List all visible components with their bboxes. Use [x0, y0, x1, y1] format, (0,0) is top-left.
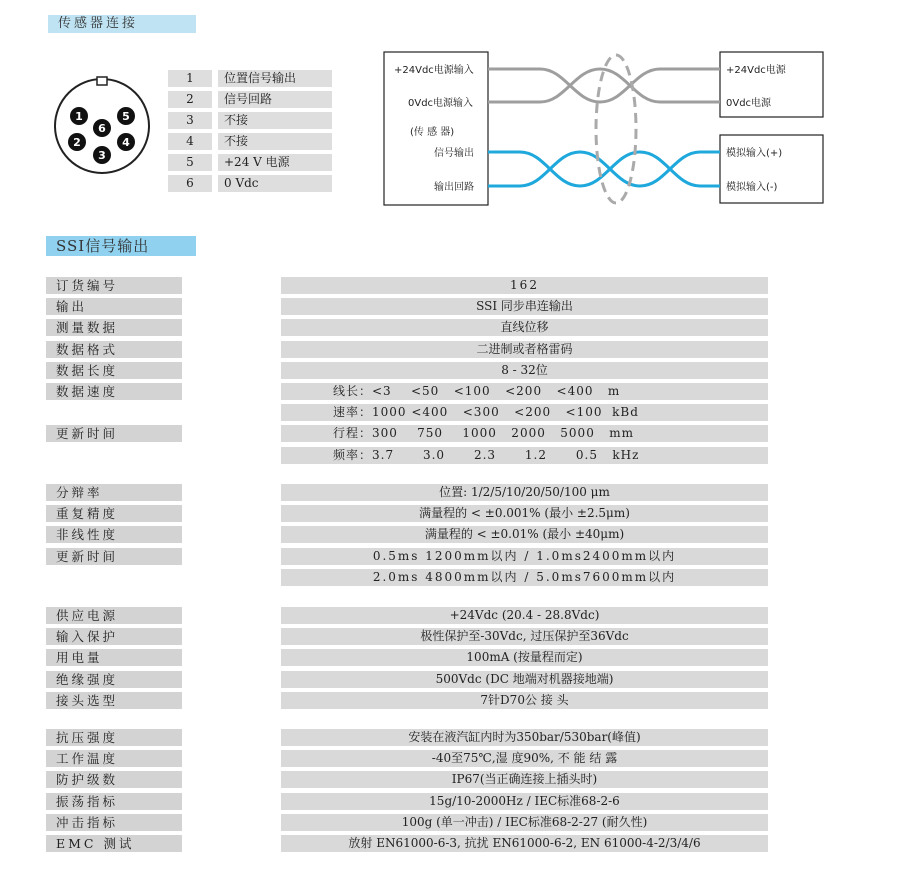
- spec-row-length: [46, 360, 768, 381]
- spec-value: 2.0ms 4800mm以内 / 5.0ms7600mm以内: [281, 569, 768, 586]
- spec-table-2: [46, 482, 768, 588]
- pin-number: 3: [168, 112, 212, 129]
- spec-value: SSI 同步串连输出: [281, 298, 768, 315]
- spec-label: 工作温度: [46, 750, 182, 767]
- pin-description: 不接: [218, 112, 332, 129]
- spec-label: 绝缘强度: [46, 671, 182, 688]
- wiring-diagram: [380, 40, 830, 210]
- label-sensor: (传 感 器): [410, 127, 455, 138]
- spec-label: 数据速度: [46, 383, 182, 400]
- spec-label: EMC 测试: [46, 835, 182, 852]
- spec-row-protection: [46, 769, 768, 790]
- pin-description: 0 Vdc: [218, 175, 332, 192]
- pin-number: 2: [168, 91, 212, 108]
- spec-table-1: [46, 275, 768, 466]
- spec-label: 重复精度: [46, 505, 182, 522]
- spec-row-speed: [46, 381, 768, 402]
- spec-row-insulation: [46, 669, 768, 690]
- spec-value-line-length: 线长：<3 <50 <100 <200 <400 m: [281, 383, 768, 400]
- spec-row-update2-b: [46, 567, 768, 588]
- spec-value: 安装在液汽缸内时为350bar/530bar(峰值): [281, 729, 768, 746]
- spec-value: 二进制或者格雷码: [281, 341, 768, 358]
- label-analog-minus: 模拟输入(-): [726, 182, 778, 193]
- spec-row-emc: [46, 833, 768, 854]
- pin-1-label: 1: [75, 110, 83, 123]
- spec-label: 冲击指标: [46, 814, 182, 831]
- spec-value: 极性保护至-30Vdc, 过压保护至36Vdc: [281, 628, 768, 645]
- label-signal-output: 信号输出: [434, 148, 474, 159]
- label-0v-supply: 0Vdc电源: [726, 98, 772, 109]
- spec-value: 满量程的 < ±0.001% (最小 ±2.5μm): [281, 505, 768, 522]
- spec-value: 满量程的 < ±0.01% (最小 ±40μm): [281, 526, 768, 543]
- spec-label: 用电量: [46, 649, 182, 666]
- spec-value: 8 - 32位: [281, 362, 768, 379]
- spec-value: 162: [281, 277, 768, 294]
- spec-label: 抗压强度: [46, 729, 182, 746]
- pin-number: 4: [168, 133, 212, 150]
- label-analog-plus: 模拟输入(+): [726, 148, 783, 159]
- spec-value: 7针D70公 接 头: [281, 692, 768, 709]
- spec-row-speed-rate: [46, 402, 768, 423]
- spec-row-repeat: [46, 503, 768, 524]
- spec-label: 订货编号: [46, 277, 182, 294]
- pin-4-label: 4: [122, 136, 130, 149]
- spec-row-resolution: [46, 482, 768, 503]
- spec-table-4: [46, 727, 768, 854]
- spec-row-order-no: [46, 275, 768, 296]
- spec-value: 500Vdc (DC 地端对机器接地端): [281, 671, 768, 688]
- pin-5-label: 5: [122, 110, 130, 123]
- label-24v-supply: +24Vdc电源: [726, 65, 786, 76]
- spec-row-pressure: [46, 727, 768, 748]
- pin-2-label: 2: [73, 136, 81, 149]
- cable-shield-ellipse: [596, 55, 636, 203]
- spec-label: 数据格式: [46, 341, 182, 358]
- spec-value-frequency: 频率：3.7 3.0 2.3 1.2 0.5 kHz: [281, 447, 768, 464]
- spec-label: 非线性度: [46, 526, 182, 543]
- pin-description: 位置信号输出: [218, 70, 332, 87]
- spec-label: 输出: [46, 298, 182, 315]
- spec-label: 测量数据: [46, 319, 182, 336]
- spec-value: 0.5ms 1200mm以内 / 1.0ms2400mm以内: [281, 548, 768, 565]
- spec-table-3: [46, 605, 768, 711]
- spec-row-update2: [46, 546, 768, 567]
- spec-row-connector-type: [46, 690, 768, 711]
- spec-row-vibration: [46, 791, 768, 812]
- spec-value: 15g/10-2000Hz / IEC标准68-2-6: [281, 793, 768, 810]
- spec-row-input-protection: [46, 626, 768, 647]
- section-title-ssi-output: SSI信号输出: [46, 236, 196, 256]
- spec-label: 供应电源: [46, 607, 182, 624]
- spec-value: 位置: 1/2/5/10/20/50/100 μm: [281, 484, 768, 501]
- signal-wire-pair: [488, 152, 720, 186]
- connector-diagram: [52, 76, 152, 176]
- spec-label: 更新时间: [46, 548, 182, 565]
- spec-value-stroke: 行程：300 750 1000 2000 5000 mm: [281, 425, 768, 442]
- spec-row-nonlinear: [46, 524, 768, 545]
- spec-row-output: [46, 296, 768, 317]
- spec-value: -40至75℃,湿 度90%, 不 能 结 露: [281, 750, 768, 767]
- spec-row-supply: [46, 605, 768, 626]
- spec-label: 数据长度: [46, 362, 182, 379]
- pin-number: 1: [168, 70, 212, 87]
- spec-label: 分辩率: [46, 484, 182, 501]
- connector-key-notch: [97, 77, 107, 85]
- spec-value: 100g (单一冲击) / IEC标准68-2-27 (耐久性): [281, 814, 768, 831]
- label-power-input: +24Vdc电源输入: [394, 65, 474, 76]
- spec-label: 更新时间: [46, 425, 182, 442]
- spec-label: 接头选型: [46, 692, 182, 709]
- pin-description: +24 V 电源: [218, 154, 332, 171]
- pin-3-label: 3: [98, 149, 106, 162]
- spec-label: 输入保护: [46, 628, 182, 645]
- spec-value: +24Vdc (20.4 - 28.8Vdc): [281, 607, 768, 624]
- pin-6-label: 6: [98, 122, 106, 135]
- spec-row-update-freq: [46, 445, 768, 466]
- spec-row-measure: [46, 317, 768, 338]
- spec-value: 放射 EN61000-6-3, 抗扰 EN61000-6-2, EN 61000-4-2/3/4/6: [281, 835, 768, 852]
- spec-row-update: [46, 423, 768, 444]
- pin-description: 信号回路: [218, 91, 332, 108]
- spec-value: 直线位移: [281, 319, 768, 336]
- spec-value-baud-rate: 速率：1000 <400 <300 <200 <100 kBd: [281, 404, 768, 421]
- spec-row-consumption: [46, 647, 768, 668]
- label-output-return: 输出回路: [434, 182, 474, 193]
- spec-value: IP67(当正确连接上插头时): [281, 771, 768, 788]
- spec-row-shock: [46, 812, 768, 833]
- spec-label: 振荡指标: [46, 793, 182, 810]
- section-title-sensor-connection: 传感器连接: [48, 15, 196, 33]
- label-zero-input: 0Vdc电源输入: [408, 98, 474, 109]
- spec-row-format: [46, 339, 768, 360]
- pin-number: 6: [168, 175, 212, 192]
- pin-number: 5: [168, 154, 212, 171]
- pin-description: 不接: [218, 133, 332, 150]
- spec-value: 100mA (按量程而定): [281, 649, 768, 666]
- spec-label: 防护级数: [46, 771, 182, 788]
- spec-row-temperature: [46, 748, 768, 769]
